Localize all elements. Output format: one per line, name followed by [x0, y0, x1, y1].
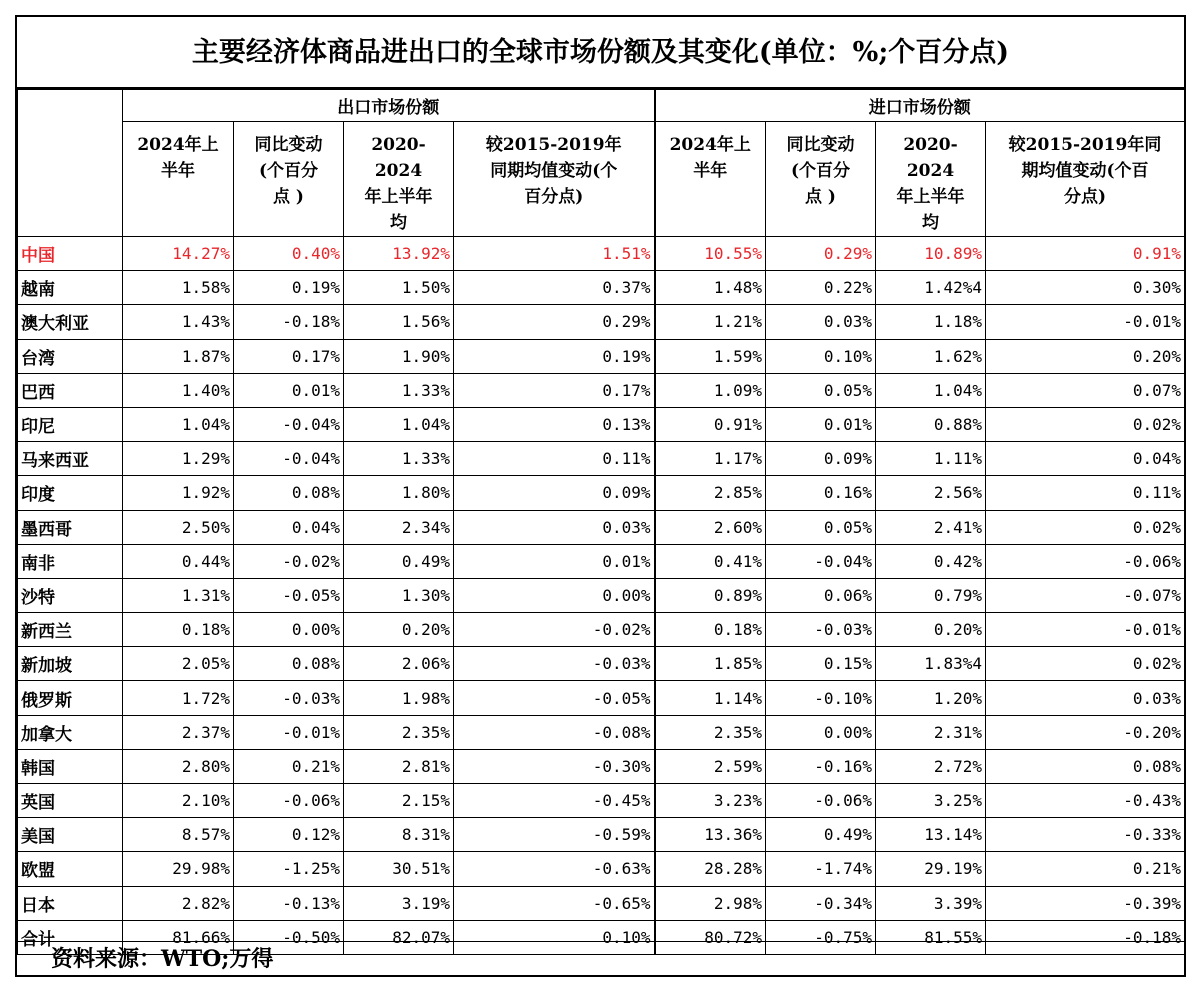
table-row: [18, 476, 1185, 510]
export-share-2024h1-cell: 1.29%: [123, 442, 234, 476]
export-avg-2020-2024-cell: 2.06%: [344, 647, 454, 681]
import-avg-2020-2024-cell: 1.04%: [876, 373, 986, 407]
header-line: 同比变动: [254, 135, 323, 155]
import-yoy-cell: 0.29%: [766, 237, 876, 271]
header-line: 均: [390, 213, 407, 233]
header-line: 同比变动: [786, 135, 855, 155]
export-share-2024h1-cell: 29.98%: [123, 852, 234, 886]
import-yoy-cell: -0.75%: [766, 920, 876, 954]
economy-name-cell: 墨西哥: [18, 510, 123, 544]
table-row: [18, 715, 1185, 749]
export-share-2024h1-cell: 0.18%: [123, 613, 234, 647]
import-avg-2020-2024-cell: 1.42%4: [876, 271, 986, 305]
import-vs-2015-2019-cell: 0.21%: [986, 852, 1185, 886]
header-line: 点 ): [805, 187, 836, 207]
import-vs-2015-2019-cell: 0.04%: [986, 442, 1185, 476]
economy-name-cell: 新西兰: [18, 613, 123, 647]
header-line: 分点): [1063, 187, 1107, 207]
header-line: 同期均值变动(个: [490, 161, 618, 181]
import-vs-2015-2019-cell: 0.03%: [986, 681, 1185, 715]
import-group-header: 进口市场份额: [655, 90, 1185, 122]
table-row: [18, 647, 1185, 681]
import-avg-2020-2024-cell: 81.55%: [876, 920, 986, 954]
export-share-2024h1-cell: 1.58%: [123, 271, 234, 305]
economy-name-cell: 加拿大: [18, 715, 123, 749]
export-avg-2020-2024-cell: 1.80%: [344, 476, 454, 510]
export-yoy-cell: 0.04%: [234, 510, 344, 544]
import-avg-2020-2024-cell: 0.79%: [876, 578, 986, 612]
table-row: [18, 373, 1185, 407]
import-share-2024h1-cell: 0.18%: [655, 613, 766, 647]
import-avg-2020-2024-cell: 2.41%: [876, 510, 986, 544]
import-avg-2020-2024-cell: 1.83%4: [876, 647, 986, 681]
export-yoy-cell: 0.19%: [234, 271, 344, 305]
import-share-2024h1-cell: 0.89%: [655, 578, 766, 612]
table-frame: [15, 15, 1186, 977]
export-vs-2015-2019-cell: -0.45%: [454, 784, 655, 818]
export-yoy-cell: -0.13%: [234, 886, 344, 920]
header-line: 2024年上: [669, 135, 751, 155]
import-yoy-cell: 0.22%: [766, 271, 876, 305]
economy-name-cell: 合计: [18, 920, 123, 954]
table-row: [18, 886, 1185, 920]
table-row: [18, 613, 1185, 647]
export-share-2024h1-cell: 2.05%: [123, 647, 234, 681]
import-share-2024h1-cell: 1.48%: [655, 271, 766, 305]
export-yoy-cell: 0.00%: [234, 613, 344, 647]
import-avg-2020-2024-cell: 29.19%: [876, 852, 986, 886]
export-share-2024h1-cell: 2.80%: [123, 749, 234, 783]
import-avg-2020-2024-cell: 1.11%: [876, 442, 986, 476]
header-line: 2024: [374, 161, 423, 181]
import-vs-2015-2019-cell: 0.11%: [986, 476, 1185, 510]
import-share-2024h1-cell: 1.21%: [655, 305, 766, 339]
import-avg-2020-2024-header: [876, 122, 986, 237]
import-yoy-cell: 0.03%: [766, 305, 876, 339]
import-yoy-header: [766, 122, 876, 237]
import-share-2024h1-cell: 2.85%: [655, 476, 766, 510]
import-avg-2020-2024-cell: 2.72%: [876, 749, 986, 783]
export-vs-2015-2019-cell: 0.29%: [454, 305, 655, 339]
import-share-2024h1-cell: 1.59%: [655, 339, 766, 373]
table-row: [18, 749, 1185, 783]
table-row: [18, 818, 1185, 852]
export-vs-2015-2019-cell: -0.63%: [454, 852, 655, 886]
header-line: 期均值变动(个百: [1021, 161, 1149, 181]
export-avg-2020-2024-cell: 2.34%: [344, 510, 454, 544]
economy-name-cell: 澳大利亚: [18, 305, 123, 339]
export-yoy-cell: 0.21%: [234, 749, 344, 783]
economy-name-cell: 中国: [18, 237, 123, 271]
export-avg-2020-2024-cell: 1.04%: [344, 407, 454, 441]
header-line: 较2015-2019年同: [1008, 135, 1162, 155]
economy-name-cell: 英国: [18, 784, 123, 818]
export-avg-2020-2024-cell: 1.33%: [344, 373, 454, 407]
import-avg-2020-2024-cell: 10.89%: [876, 237, 986, 271]
header-line: 年上半年: [896, 187, 965, 207]
import-share-2024h1-cell: 2.98%: [655, 886, 766, 920]
import-vs-2015-2019-cell: -0.33%: [986, 818, 1185, 852]
import-share-2024h1-cell: 1.14%: [655, 681, 766, 715]
economy-name-cell: 越南: [18, 271, 123, 305]
import-share-2024h1-cell: 28.28%: [655, 852, 766, 886]
export-avg-2020-2024-cell: 13.92%: [344, 237, 454, 271]
export-yoy-cell: -0.04%: [234, 407, 344, 441]
export-vs-2015-2019-cell: 0.37%: [454, 271, 655, 305]
export-vs-2015-2019-cell: 0.01%: [454, 544, 655, 578]
import-yoy-cell: 0.16%: [766, 476, 876, 510]
export-vs-2015-2019-cell: 0.13%: [454, 407, 655, 441]
import-vs-2015-2019-cell: 0.07%: [986, 373, 1185, 407]
export-share-2024h1-cell: 2.10%: [123, 784, 234, 818]
import-share-2024h1-cell: 13.36%: [655, 818, 766, 852]
import-share-2024h1-cell: 2.35%: [655, 715, 766, 749]
header-line: 2020-: [903, 135, 958, 155]
export-vs-2015-2019-cell: -0.30%: [454, 749, 655, 783]
export-share-2024h1-cell: 1.43%: [123, 305, 234, 339]
source-note: 资料来源：WTO;万得: [17, 941, 1184, 975]
export-vs-2015-2019-cell: -0.05%: [454, 681, 655, 715]
export-yoy-cell: -0.03%: [234, 681, 344, 715]
import-vs-2015-2019-cell: -0.18%: [986, 920, 1185, 954]
export-share-2024h1-cell: 2.82%: [123, 886, 234, 920]
table-row: [18, 442, 1185, 476]
import-yoy-cell: 0.05%: [766, 510, 876, 544]
export-avg-2020-2024-cell: 30.51%: [344, 852, 454, 886]
import-yoy-cell: -0.04%: [766, 544, 876, 578]
economy-name-cell: 俄罗斯: [18, 681, 123, 715]
export-yoy-cell: -0.01%: [234, 715, 344, 749]
export-vs-2015-2019-cell: 0.17%: [454, 373, 655, 407]
header-line: 2024年上: [137, 135, 219, 155]
import-share-2024h1-cell: 1.85%: [655, 647, 766, 681]
import-vs-2015-2019-cell: -0.20%: [986, 715, 1185, 749]
table-row: [18, 237, 1185, 271]
import-yoy-cell: -0.06%: [766, 784, 876, 818]
import-share-2024h1-cell: 0.41%: [655, 544, 766, 578]
export-avg-2020-2024-cell: 82.07%: [344, 920, 454, 954]
sub-header-row: [18, 122, 1185, 237]
import-share-2024h1-cell: 2.59%: [655, 749, 766, 783]
export-avg-2020-2024-cell: 1.50%: [344, 271, 454, 305]
export-yoy-cell: 0.08%: [234, 476, 344, 510]
export-vs-2015-2019-cell: 0.19%: [454, 339, 655, 373]
import-yoy-cell: -0.34%: [766, 886, 876, 920]
table-row: [18, 544, 1185, 578]
export-share-2024h1-cell: 1.92%: [123, 476, 234, 510]
import-avg-2020-2024-cell: 0.88%: [876, 407, 986, 441]
import-vs-2015-2019-cell: -0.01%: [986, 305, 1185, 339]
export-share-2024h1-header: [123, 122, 234, 237]
export-avg-2020-2024-cell: 2.15%: [344, 784, 454, 818]
export-share-2024h1-cell: 2.37%: [123, 715, 234, 749]
import-avg-2020-2024-cell: 0.20%: [876, 613, 986, 647]
import-vs-2015-2019-cell: 0.20%: [986, 339, 1185, 373]
export-vs-2015-2019-cell: -0.08%: [454, 715, 655, 749]
export-share-2024h1-cell: 0.44%: [123, 544, 234, 578]
import-yoy-cell: 0.00%: [766, 715, 876, 749]
import-avg-2020-2024-cell: 1.20%: [876, 681, 986, 715]
table-row: [18, 271, 1185, 305]
import-vs-2015-2019-cell: 0.91%: [986, 237, 1185, 271]
table-row: [18, 407, 1185, 441]
import-yoy-cell: -0.03%: [766, 613, 876, 647]
table-row: [18, 578, 1185, 612]
table-title: 主要经济体商品进出口的全球市场份额及其变化(单位：%;个百分点): [17, 17, 1184, 89]
export-vs-2015-2019-cell: 1.51%: [454, 237, 655, 271]
header-line: (个百分: [258, 161, 319, 181]
import-share-2024h1-cell: 1.09%: [655, 373, 766, 407]
economy-name-cell: 巴西: [18, 373, 123, 407]
export-yoy-cell: -0.06%: [234, 784, 344, 818]
import-share-2024h1-cell: 80.72%: [655, 920, 766, 954]
export-avg-2020-2024-header: [344, 122, 454, 237]
economy-name-cell: 南非: [18, 544, 123, 578]
import-vs-2015-2019-cell: 0.02%: [986, 407, 1185, 441]
export-avg-2020-2024-cell: 1.98%: [344, 681, 454, 715]
export-vs-2015-2019-cell: -0.02%: [454, 613, 655, 647]
export-vs-2015-2019-cell: 0.03%: [454, 510, 655, 544]
import-yoy-cell: 0.06%: [766, 578, 876, 612]
import-vs-2015-2019-cell: 0.08%: [986, 749, 1185, 783]
header-line: 半年: [693, 161, 728, 181]
export-vs-2015-2019-cell: 0.11%: [454, 442, 655, 476]
export-avg-2020-2024-cell: 1.30%: [344, 578, 454, 612]
import-avg-2020-2024-cell: 2.56%: [876, 476, 986, 510]
export-vs-2015-2019-cell: -0.59%: [454, 818, 655, 852]
export-share-2024h1-cell: 1.40%: [123, 373, 234, 407]
import-avg-2020-2024-cell: 2.31%: [876, 715, 986, 749]
import-vs-2015-2019-cell: -0.06%: [986, 544, 1185, 578]
import-yoy-cell: 0.49%: [766, 818, 876, 852]
export-share-2024h1-cell: 14.27%: [123, 237, 234, 271]
export-avg-2020-2024-cell: 1.33%: [344, 442, 454, 476]
corner-cell: [18, 90, 123, 237]
economy-name-cell: 美国: [18, 818, 123, 852]
header-line: 点 ): [273, 187, 304, 207]
import-vs-2015-2019-cell: 0.02%: [986, 510, 1185, 544]
export-share-2024h1-cell: 1.87%: [123, 339, 234, 373]
import-vs-2015-2019-cell: -0.43%: [986, 784, 1185, 818]
import-share-2024h1-header: [655, 122, 766, 237]
import-avg-2020-2024-cell: 3.39%: [876, 886, 986, 920]
import-yoy-cell: 0.10%: [766, 339, 876, 373]
import-vs-2015-2019-cell: -0.07%: [986, 578, 1185, 612]
table-row: [18, 784, 1185, 818]
market-share-table: [17, 89, 1185, 955]
export-avg-2020-2024-cell: 1.56%: [344, 305, 454, 339]
import-yoy-cell: 0.05%: [766, 373, 876, 407]
export-avg-2020-2024-cell: 0.49%: [344, 544, 454, 578]
export-share-2024h1-cell: 1.72%: [123, 681, 234, 715]
table-row: [18, 852, 1185, 886]
export-yoy-cell: -0.18%: [234, 305, 344, 339]
table-row: [18, 339, 1185, 373]
export-avg-2020-2024-cell: 2.81%: [344, 749, 454, 783]
export-yoy-cell: -0.05%: [234, 578, 344, 612]
import-avg-2020-2024-cell: 13.14%: [876, 818, 986, 852]
export-yoy-cell: 0.01%: [234, 373, 344, 407]
header-line: 较2015-2019年: [485, 135, 622, 155]
export-share-2024h1-cell: 1.04%: [123, 407, 234, 441]
header-line: 半年: [161, 161, 195, 181]
export-share-2024h1-cell: 81.66%: [123, 920, 234, 954]
import-yoy-cell: 0.15%: [766, 647, 876, 681]
economy-name-cell: 马来西亚: [18, 442, 123, 476]
import-share-2024h1-cell: 1.17%: [655, 442, 766, 476]
export-group-header: 出口市场份额: [123, 90, 655, 122]
export-vs-2015-2019-cell: 0.00%: [454, 578, 655, 612]
import-avg-2020-2024-cell: 0.42%: [876, 544, 986, 578]
export-yoy-cell: -1.25%: [234, 852, 344, 886]
group-header-row: [18, 90, 1185, 122]
import-yoy-cell: 0.09%: [766, 442, 876, 476]
export-yoy-cell: 0.08%: [234, 647, 344, 681]
import-avg-2020-2024-cell: 1.18%: [876, 305, 986, 339]
export-vs-2015-2019-cell: -0.03%: [454, 647, 655, 681]
header-line: 2024: [906, 161, 955, 181]
economy-name-cell: 新加坡: [18, 647, 123, 681]
header-line: 百分点): [524, 187, 584, 207]
economy-name-cell: 台湾: [18, 339, 123, 373]
table-row: [18, 510, 1185, 544]
economy-name-cell: 沙特: [18, 578, 123, 612]
header-line: (个百分: [790, 161, 851, 181]
export-yoy-cell: -0.02%: [234, 544, 344, 578]
import-vs-2015-2019-header: [986, 122, 1185, 237]
export-avg-2020-2024-cell: 1.90%: [344, 339, 454, 373]
import-share-2024h1-cell: 2.60%: [655, 510, 766, 544]
import-share-2024h1-cell: 10.55%: [655, 237, 766, 271]
export-avg-2020-2024-cell: 3.19%: [344, 886, 454, 920]
header-line: 均: [922, 213, 939, 233]
import-vs-2015-2019-cell: -0.01%: [986, 613, 1185, 647]
table-row: [18, 681, 1185, 715]
export-vs-2015-2019-cell: 0.09%: [454, 476, 655, 510]
export-vs-2015-2019-header: [454, 122, 655, 237]
economy-name-cell: 日本: [18, 886, 123, 920]
export-avg-2020-2024-cell: 0.20%: [344, 613, 454, 647]
economy-name-cell: 印度: [18, 476, 123, 510]
import-avg-2020-2024-cell: 1.62%: [876, 339, 986, 373]
import-share-2024h1-cell: 3.23%: [655, 784, 766, 818]
export-yoy-header: [234, 122, 344, 237]
import-yoy-cell: -0.10%: [766, 681, 876, 715]
export-avg-2020-2024-cell: 2.35%: [344, 715, 454, 749]
export-yoy-cell: -0.04%: [234, 442, 344, 476]
import-yoy-cell: 0.01%: [766, 407, 876, 441]
header-line: 2020-: [371, 135, 426, 155]
import-yoy-cell: -0.16%: [766, 749, 876, 783]
export-yoy-cell: 0.17%: [234, 339, 344, 373]
import-vs-2015-2019-cell: 0.30%: [986, 271, 1185, 305]
header-line: 年上半年: [364, 187, 433, 207]
import-avg-2020-2024-cell: 3.25%: [876, 784, 986, 818]
economy-name-cell: 欧盟: [18, 852, 123, 886]
export-share-2024h1-cell: 1.31%: [123, 578, 234, 612]
import-vs-2015-2019-cell: -0.39%: [986, 886, 1185, 920]
export-vs-2015-2019-cell: 0.10%: [454, 920, 655, 954]
export-yoy-cell: 0.40%: [234, 237, 344, 271]
export-share-2024h1-cell: 2.50%: [123, 510, 234, 544]
export-yoy-cell: 0.12%: [234, 818, 344, 852]
economy-name-cell: 韩国: [18, 749, 123, 783]
export-vs-2015-2019-cell: -0.65%: [454, 886, 655, 920]
export-share-2024h1-cell: 8.57%: [123, 818, 234, 852]
import-yoy-cell: -1.74%: [766, 852, 876, 886]
economy-name-cell: 印尼: [18, 407, 123, 441]
table-row: [18, 305, 1185, 339]
import-vs-2015-2019-cell: 0.02%: [986, 647, 1185, 681]
export-avg-2020-2024-cell: 8.31%: [344, 818, 454, 852]
export-yoy-cell: -0.50%: [234, 920, 344, 954]
import-share-2024h1-cell: 0.91%: [655, 407, 766, 441]
